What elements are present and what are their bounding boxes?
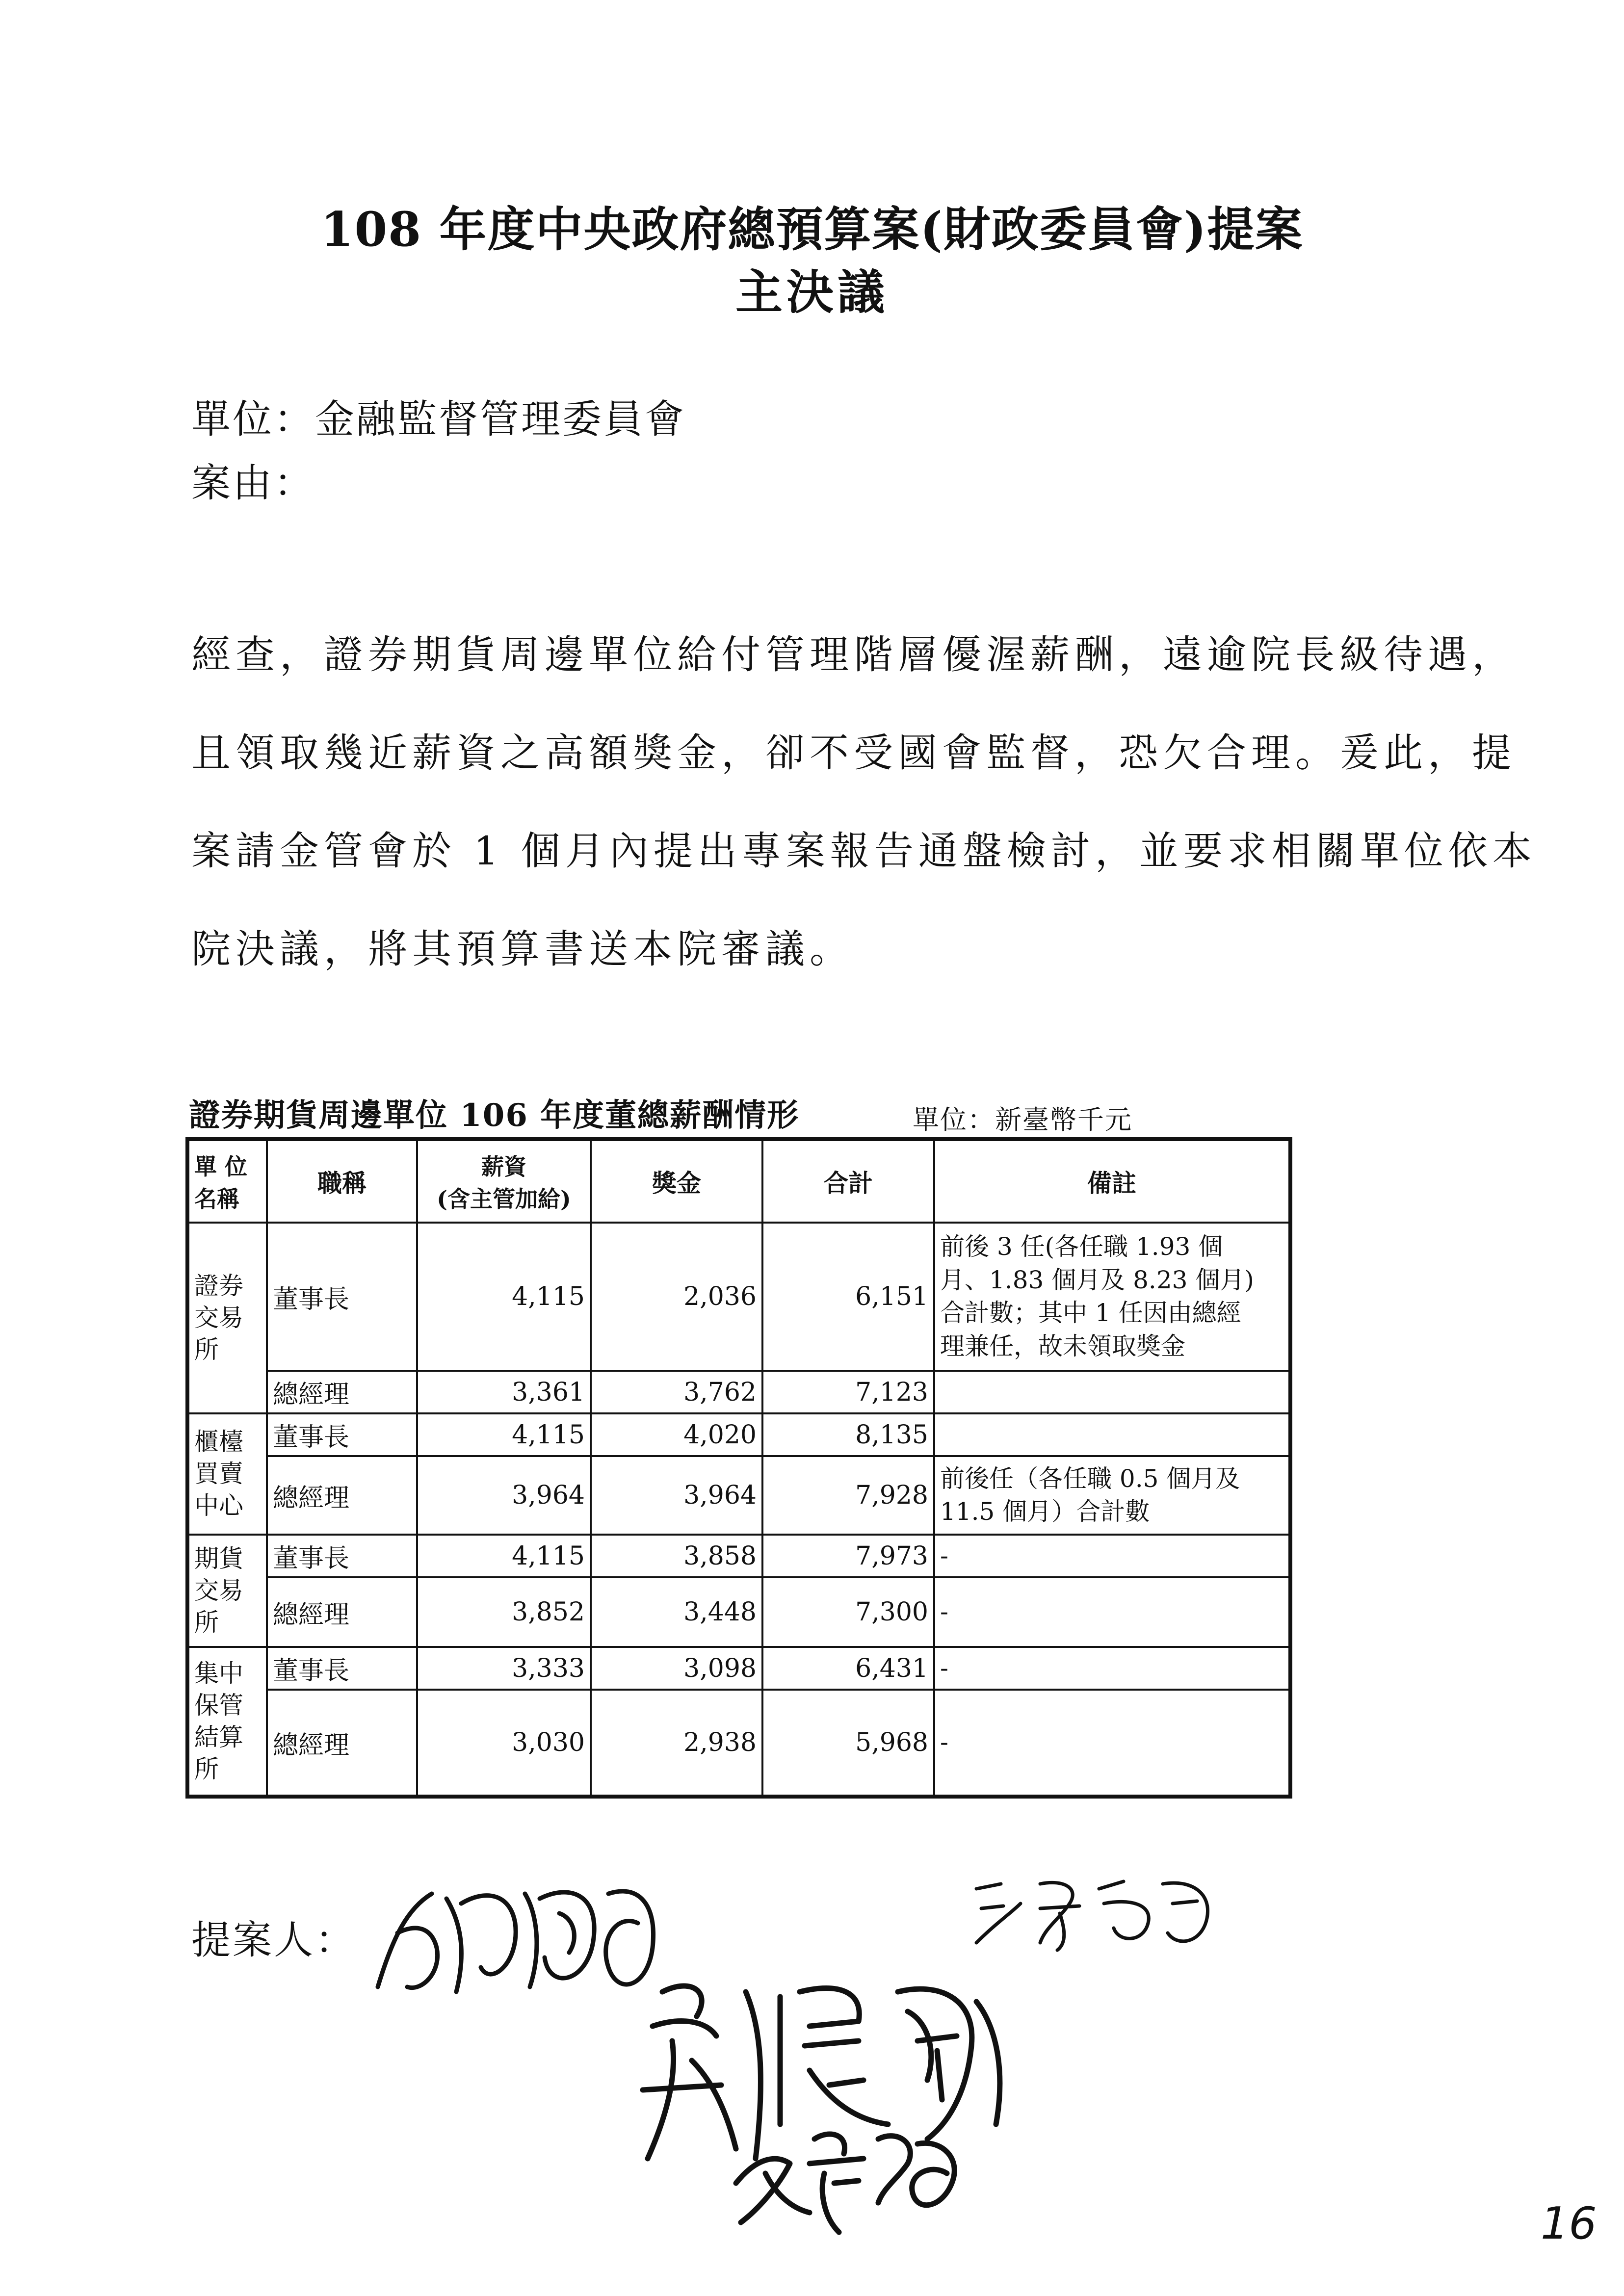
row-salary: 4,115 — [417, 1535, 591, 1577]
table-unit: 單位：新臺幣千元 — [913, 1104, 1132, 1135]
row-salary: 4,115 — [417, 1413, 591, 1456]
row-title: 董事長 — [267, 1535, 417, 1577]
row-bonus: 3,098 — [591, 1647, 762, 1690]
row-note — [934, 1371, 1290, 1413]
row-salary: 3,964 — [417, 1456, 591, 1535]
row-salary: 3,333 — [417, 1647, 591, 1690]
document-title: 108 年度中央政府總預算案(財政委員會)提案 — [320, 202, 1304, 257]
signature-2 — [967, 1869, 1222, 1957]
row-bonus: 4,020 — [591, 1413, 762, 1456]
header-salary: 薪資 (含主管加給) — [417, 1139, 591, 1223]
org-name: 集中 保管 結算 所 — [187, 1647, 267, 1797]
row-total: 7,973 — [762, 1535, 934, 1577]
table-caption: 證券期貨周邊單位 106 年度董總薪酬情形 — [189, 1097, 800, 1134]
table-header-row — [187, 1139, 1290, 1223]
table-row — [187, 1577, 1290, 1647]
row-total: 6,431 — [762, 1647, 934, 1690]
table-row — [187, 1690, 1290, 1797]
row-bonus: 3,964 — [591, 1456, 762, 1535]
row-total: 7,928 — [762, 1456, 934, 1535]
row-total: 6,151 — [762, 1223, 934, 1371]
header-title: 職稱 — [267, 1139, 417, 1223]
org-name: 證券 交易 所 — [187, 1223, 267, 1413]
row-total: 7,123 — [762, 1371, 934, 1413]
body-line: 且領取幾近薪資之高額獎金，卻不受國會監督，恐欠合理。爰此，提 — [191, 730, 1516, 776]
row-note: - — [934, 1690, 1290, 1797]
header-org: 單 位 名稱 — [187, 1139, 267, 1223]
compensation-table — [185, 1137, 1292, 1799]
row-bonus: 3,762 — [591, 1371, 762, 1413]
document-subtitle: 主決議 — [735, 264, 889, 320]
proposer-label: 提案人： — [191, 1917, 356, 1963]
table-row — [187, 1223, 1290, 1371]
org-name: 期貨 交易 所 — [187, 1535, 267, 1647]
table-row — [187, 1535, 1290, 1577]
row-title: 董事長 — [267, 1223, 417, 1371]
row-note: - — [934, 1535, 1290, 1577]
body-line: 案請金管會於 1 個月內提出專案報告通盤檢討，並要求相關單位依本 — [191, 828, 1537, 874]
header-bonus: 獎金 — [591, 1139, 762, 1223]
row-bonus: 2,938 — [591, 1690, 762, 1797]
row-title: 總經理 — [267, 1371, 417, 1413]
row-total: 7,300 — [762, 1577, 934, 1647]
row-bonus: 3,858 — [591, 1535, 762, 1577]
reason-label: 案由： — [191, 460, 315, 506]
row-title: 總經理 — [267, 1690, 417, 1797]
row-bonus: 3,448 — [591, 1577, 762, 1647]
row-salary: 3,361 — [417, 1371, 591, 1413]
row-total: 8,135 — [762, 1413, 934, 1456]
row-note: - — [934, 1647, 1290, 1690]
table-row — [187, 1647, 1290, 1690]
signature-4 — [716, 2110, 971, 2237]
page-number: 16 — [1541, 2198, 1597, 2249]
unit-label: 單位：金融監督管理委員會 — [191, 396, 686, 442]
header-total: 合計 — [762, 1139, 934, 1223]
row-total: 5,968 — [762, 1690, 934, 1797]
header-note: 備註 — [934, 1139, 1290, 1223]
table-row — [187, 1413, 1290, 1456]
row-note: 前後任（各任職 0.5 個月及 11.5 個月）合計數 — [934, 1456, 1290, 1535]
row-note: 前後 3 任(各任職 1.93 個 月、1.83 個月及 8.23 個月) 合計數；其中 1 任因由總經 理兼任，故未領取獎金 — [934, 1223, 1290, 1371]
row-title: 總經理 — [267, 1456, 417, 1535]
row-title: 總經理 — [267, 1577, 417, 1647]
org-name: 櫃檯 買賣 中心 — [187, 1413, 267, 1535]
body-line: 經查，證券期貨周邊單位給付管理階層優渥薪酬，遠逾院長級待遇， — [191, 632, 1516, 678]
table-row — [187, 1371, 1290, 1413]
signature-1 — [363, 1864, 667, 2011]
row-bonus: 2,036 — [591, 1223, 762, 1371]
row-salary: 3,852 — [417, 1577, 591, 1647]
body-line: 院決議，將其預算書送本院審議。 — [191, 926, 854, 972]
row-salary: 4,115 — [417, 1223, 591, 1371]
row-title: 董事長 — [267, 1413, 417, 1456]
row-salary: 3,030 — [417, 1690, 591, 1797]
row-note: - — [934, 1577, 1290, 1647]
table-row — [187, 1456, 1290, 1535]
row-title: 董事長 — [267, 1647, 417, 1690]
row-note — [934, 1413, 1290, 1456]
